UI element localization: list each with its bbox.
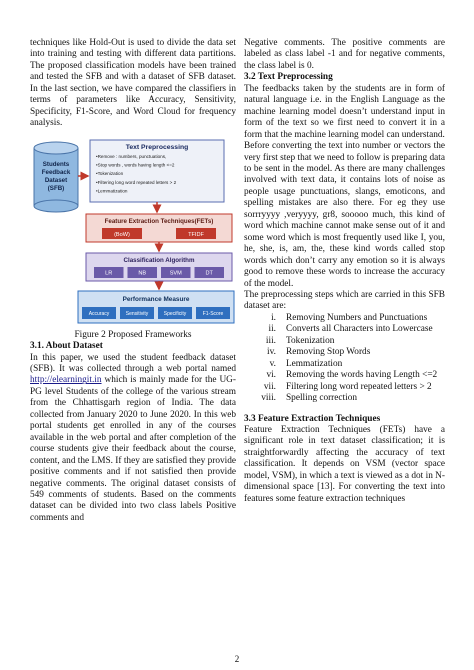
- step-text: Filtering long word repeated letters > 2: [286, 381, 432, 392]
- list-item: [244, 359, 445, 370]
- classifier-item: LR: [105, 270, 113, 277]
- preprocessing-paragraph-1: The feedbacks taken by the students are in form of natural language i.e. in the English Language as the machine learning model doesn’t understand input in form of the text so we first need to convert it in a form that the machine learning model can understand.: [244, 83, 445, 140]
- step-number: viii.: [261, 393, 276, 404]
- section-3-2-heading: 3.2 Text Preprocessing: [244, 72, 333, 83]
- dataset-label-4: (SFB): [47, 184, 65, 192]
- dataset-cylinder: [34, 142, 78, 212]
- fet-paragraph: Feature Extraction Techniques (FETs) have a significant role in text dataset classification; it is straightforwardly affecting the accuracy of text classification. It depends on VSM (vector space model, VSM), in which a text is viewed as a dot in N-dimensional space [13]. For converting the text into features some feature extraction techniques: [244, 424, 445, 504]
- preprocessing-paragraph-3: The preprocessing steps which are carried in this SFB dataset are:: [244, 289, 445, 312]
- performance-item: Accuracy: [88, 310, 110, 317]
- left-column: [30, 38, 236, 524]
- step-number: v.: [269, 358, 276, 369]
- performance-box: [78, 291, 234, 323]
- preprocessing-item: •Stop words , words having length <=2: [96, 162, 175, 168]
- classification-title: Classification Algorithm: [123, 256, 195, 264]
- step-number: iv.: [267, 347, 276, 358]
- preprocessing-item: •Filtering long word repeated letters > 2: [96, 179, 177, 185]
- framework-diagram: [30, 136, 236, 326]
- preprocessing-box: [90, 140, 224, 202]
- classifier-item: NB: [138, 270, 147, 277]
- preprocessing-title: Text Preprocessing: [125, 143, 189, 151]
- elearningit-link[interactable]: http://elearningit.in: [30, 375, 102, 386]
- step-number: vii.: [263, 381, 276, 392]
- classifier-item: DT: [205, 270, 213, 277]
- intro-paragraph: techniques like Hold-Out is used to divide the data set into training and testing with different data partitions. The proposed classification models have been trained and tested the SFB and with a dataset of SFB dataset. In the last section, we have compared the classifiers in terms of parameters like Accuracy, Sensitivity, Specificity, F1-Score, and Word Cloud for frequency analysis.: [30, 38, 236, 129]
- list-item: [244, 313, 445, 324]
- performance-item: Sensitivity: [125, 310, 149, 317]
- fet-item-bow: (BoW): [114, 231, 130, 238]
- preprocessing-paragraph-2: Before converting the text into number or vectors the very first step that we need to follow is preparing data to be sent in the model. As there are many challenges involved with text data, it contains lots of noise as people usage punctuations, slangs, emoticons, and spelling mistakes are also there. For eg they use sorrryyyy ,veryyyy, gr8, sooooo much, this kind of word which machine cannot make sense out of it and some word which is most frequently used like I, you, he, she, is, am, the, these kind words called stop words which don’t carry any emotion so it is always good to remove these words to increase the accuracy of the model.: [244, 141, 445, 289]
- section-3-1-heading: 3.1. About Dataset: [30, 341, 103, 352]
- framework-figure: [30, 136, 236, 326]
- list-item: [244, 393, 445, 404]
- preprocessing-item: •Lemmatization: [96, 188, 128, 194]
- section-3-3-heading: 3.3 Feature Extraction Techniques: [244, 413, 381, 424]
- performance-title: Performance Measure: [122, 295, 190, 303]
- dataset-text-part2: which is mainly made for the UG-PG level Students of the college of the various stream from the Chhattisgarh region of India. The data collected from January 2020 to June 2020. In this web portal students get enrolled in any of the courses available in the web portal and after completion of the course students give their feedback about the course, content, and the LMS. If they are satisfied they provide positive comments and if not satisfied then provide negative comments. The original dataset consists of 549 comments of students. Based on the comments dataset can be divided into two class labels Positive comments and: [30, 375, 236, 523]
- list-item: [244, 336, 445, 347]
- preprocessing-item: •Remove : numbers, punctuations,: [96, 153, 167, 159]
- step-text: Removing the words having Length <=2: [286, 370, 438, 381]
- dataset-label-2: Feedback: [41, 168, 71, 176]
- dataset-paragraph: [30, 353, 236, 525]
- performance-item: F1-Score: [202, 310, 224, 317]
- step-text: Lemmatization: [286, 358, 343, 369]
- fet-title: Feature Extraction Techniques(FETs): [104, 217, 214, 225]
- list-item: [244, 370, 445, 381]
- right-column: [244, 38, 445, 505]
- step-number: vi.: [266, 370, 276, 381]
- list-item: [244, 382, 445, 393]
- classifier-item: SVM: [169, 270, 182, 277]
- step-number: iii.: [265, 335, 276, 346]
- list-item: [244, 347, 445, 358]
- step-text: Spelling correction: [286, 393, 357, 404]
- preprocessing-steps-list: [244, 313, 445, 405]
- step-number: ii.: [268, 324, 276, 335]
- classification-box: [86, 253, 232, 281]
- dataset-text-part1: In this paper, we used the student feedback dataset (SFB). It was collected through a web portal named: [30, 352, 236, 374]
- figure-caption: Figure 2 Proposed Frameworks: [74, 329, 192, 340]
- page-number: 2: [234, 654, 240, 664]
- step-text: Removing Stop Words: [286, 347, 371, 358]
- step-number: i.: [271, 312, 276, 323]
- step-text: Removing Numbers and Punctuations: [286, 312, 428, 323]
- performance-item: Specificity: [163, 310, 187, 317]
- step-text: Converts all Characters into Lowercase: [286, 324, 433, 335]
- preprocessing-item: •Tokenization: [96, 170, 124, 176]
- fet-item-tfidf: TFIDF: [188, 231, 204, 238]
- step-text: Tokenization: [286, 335, 335, 346]
- right-intro-paragraph: Negative comments. The positive comments are labeled as class label -1 and for negative comments, the class label is 0.: [244, 38, 445, 71]
- fet-box: [86, 214, 232, 242]
- dataset-label-1: Students: [42, 160, 70, 168]
- dataset-label-3: Dataset: [44, 176, 68, 184]
- list-item: [244, 324, 445, 335]
